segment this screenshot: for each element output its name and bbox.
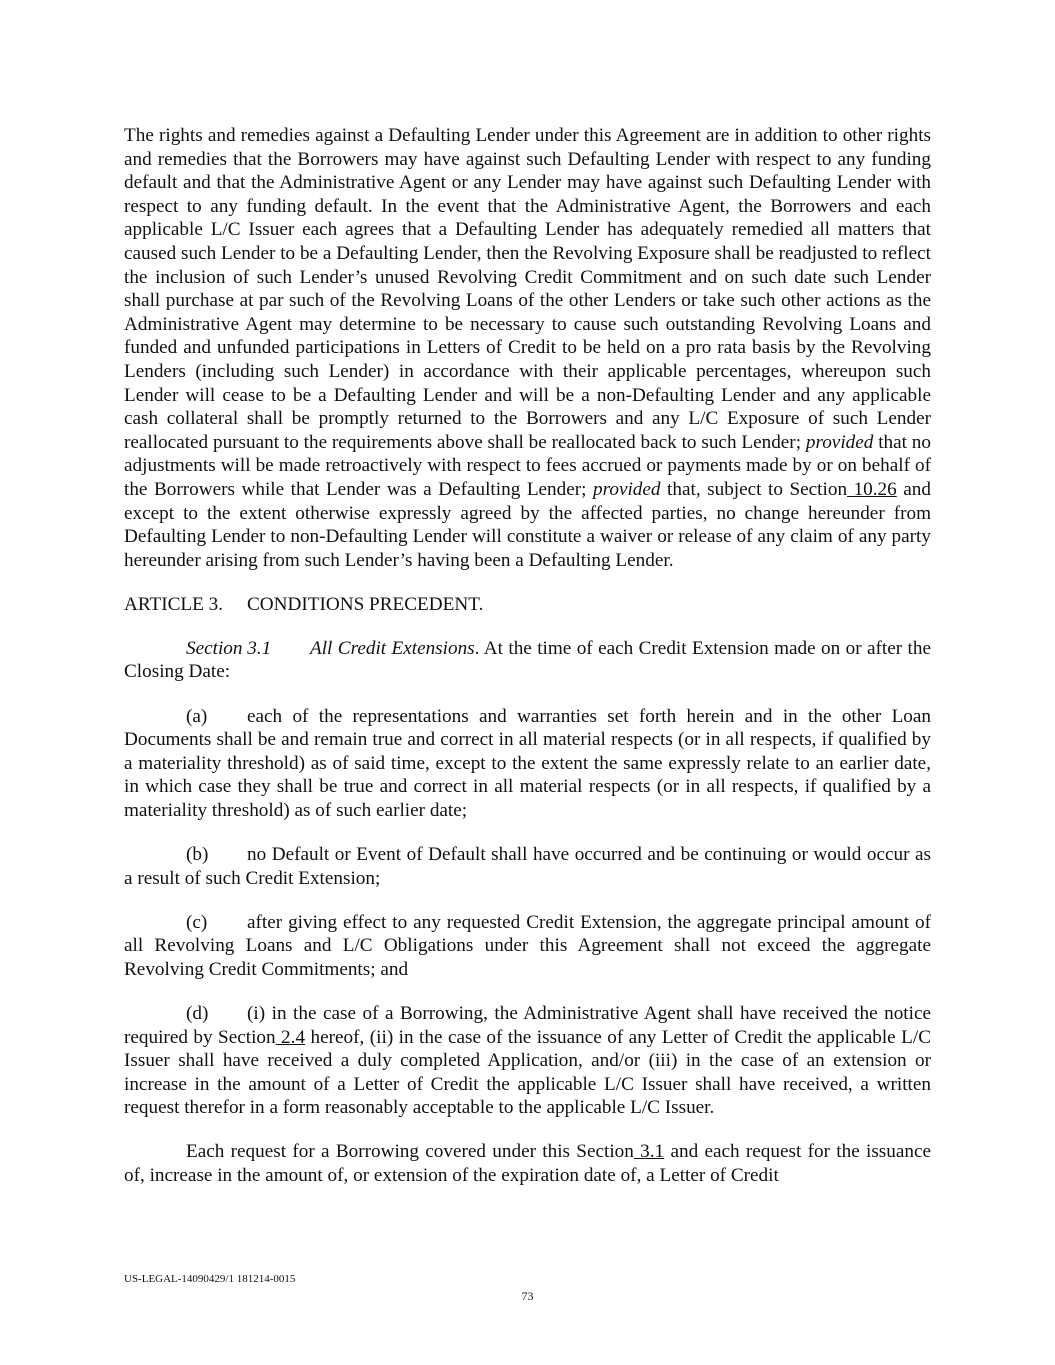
clause-text: after giving effect to any requested Credit Extension, the aggregate principal amount of all Revolving Loans and L/C Obligations under this Agreement shall not exceed the aggregate Revolving Credit Commitments; and	[124, 911, 931, 980]
clause-text: each of the representations and warranties set forth herein and in the other Loan Documents shall be and remain true and correct in all material respects (or in all respects, if qualified by a materiality threshold) as of said time, except to the extent the same expressly relate to an earlier date, in which case they shall be true and correct in all material respects (or in all respects, if qualified by a materiality threshold) as of such earlier date;	[124, 705, 931, 821]
clause-b	[124, 843, 931, 890]
clause-label: (a)	[186, 705, 208, 727]
clause-label: (c)	[186, 911, 208, 933]
paragraph-text: that, subject to Section	[660, 478, 848, 500]
italic-term-provided: provided	[805, 431, 874, 453]
paragraph-defaulting-lender-remedies	[124, 124, 931, 572]
paragraph-text: The rights and remedies against a Defaulting Lender under this Agreement are in addition to other rights and remedies that the Borrowers may have against such Defaulting Lender with respect to any funding default and that the Administrative Agent or any Lender may have against such Defaulting Lender with respect to any funding default. In the event that the Administrative Agent, the Borrowers and each applicable L/C Issuer each agrees that a Defaulting Lender has adequately remedied all matters that caused such Lender to be a Defaulting Lender, then the Revolving Exposure shall be readjusted to reflect the inclusion of such Lender’s unused Revolving Credit Commitment and on such date such Lender shall purchase at par such of the Revolving Loans of the other Lenders or take such other actions as the Administrative Agent may determine to be necessary to cause such outstanding Revolving Loans and funded and unfunded participations in Letters of Credit to be held on a pro rata basis by the Revolving Lenders (including such Lender) in accordance with their applicable percentages, whereupon such Lender will cease to be a Defaulting Lender and will be a non-Defaulting Lender and any applicable cash collateral shall be promptly returned to the Borrowers and any L/C Exposure of such Lender reallocated pursuant to the requirements above shall be reallocated back to such Lender;	[124, 125, 931, 453]
section-reference-10-26: 10.26	[847, 478, 897, 500]
paragraph-text: and each request for the issuance of, increase in the amount of, or extension of the expiration date of, a Letter of Credit	[124, 1141, 932, 1187]
clause-text: no Default or Event of Default shall have occurred and be continuing or would occur as a result of such Credit Extension;	[124, 844, 931, 889]
paragraph-text: Each request for a Borrowing covered under this Section	[186, 1141, 634, 1163]
clause-text: (i) in the case of a Borrowing, the Administrative Agent shall have received the notice required by Section	[124, 1003, 931, 1048]
paragraph-text: that no adjustments will be made retroactively with respect to fees accrued or payments made by or on behalf of the Borrowers while that Lender was a Defaulting Lender;	[124, 431, 931, 500]
section-reference-2-4: 2.4	[275, 1026, 306, 1048]
section-number: Section 3.1	[186, 637, 272, 659]
footer-document-id: US-LEGAL-14090429/1 181214-0015	[124, 1273, 296, 1285]
clause-c	[124, 911, 931, 982]
clause-text: hereof, (ii) in the case of the issuance of any Letter of Credit the applicable L/C Issuer shall have received a duly completed Application, and/or (iii) in the case of an extension or increase in the amount of a Letter of Credit the applicable L/C Issuer shall have received, a written request therefor in a form reasonably acceptable to the applicable L/C Issuer.	[124, 1026, 932, 1119]
section-3-1-heading	[124, 637, 931, 684]
document-body	[124, 124, 931, 1188]
paragraph-text: and except to the extent otherwise expressly agreed by the affected parties, no change hereunder from Defaulting Lender to non-Defaulting Lender will constitute a waiver or release of any claim of any party hereunder arising from such Lender’s having been a Defaulting Lender.	[124, 478, 931, 571]
clause-label: (b)	[186, 844, 209, 866]
article-title: CONDITIONS PRECEDENT.	[247, 593, 484, 615]
clause-d	[124, 1002, 931, 1120]
page-number: 73	[521, 1289, 534, 1303]
clause-label: (d)	[186, 1003, 209, 1024]
clause-a	[124, 705, 931, 823]
article-number: ARTICLE 3.	[124, 593, 224, 615]
section-reference-3-1: 3.1	[633, 1141, 665, 1163]
article-heading	[124, 593, 931, 617]
section-intro-text: At the time of each Credit Extension made on or after the Closing Date:	[124, 637, 931, 683]
closing-paragraph	[124, 1140, 931, 1187]
section-title: All Credit Extensions	[310, 637, 475, 659]
italic-term-provided: provided	[593, 478, 661, 500]
section-title-period: .	[474, 637, 480, 659]
